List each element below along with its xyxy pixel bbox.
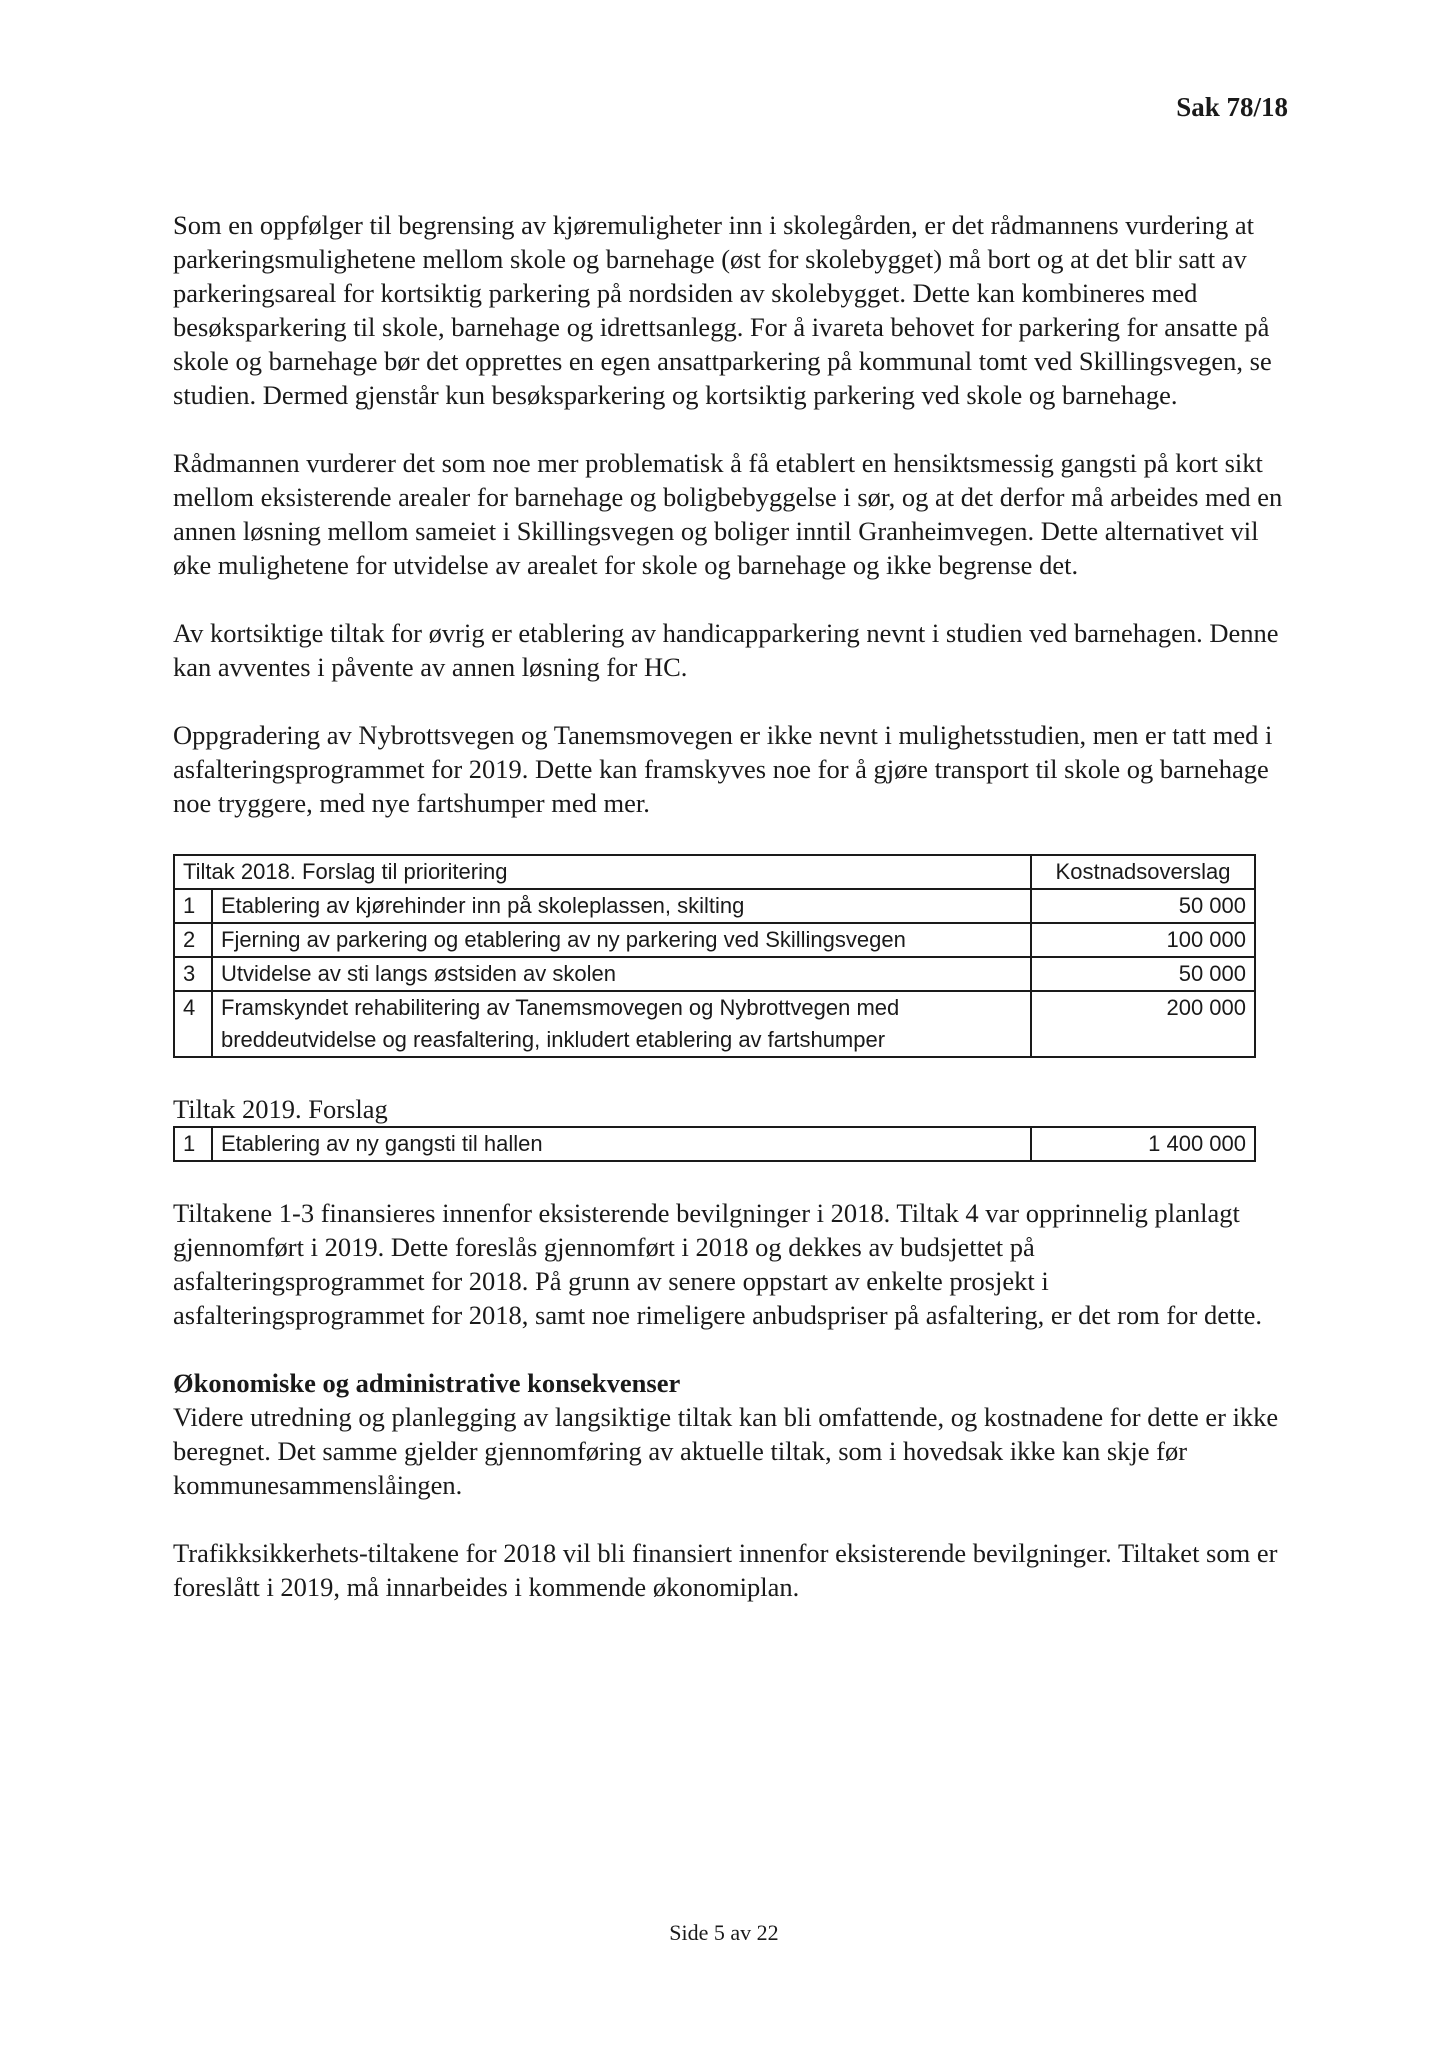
row-cost: 50 000 (1031, 889, 1255, 923)
page-number: Side 5 av 22 (669, 1920, 779, 1945)
row-number: 3 (174, 957, 212, 991)
table-row (174, 991, 1255, 1057)
paragraph-road-upgrade: Oppgradering av Nybrottsvegen og Tanemsmovegen er ikke nevnt i mulighetsstudien, men er tatt med i asfalteringsprogrammet for 2019. Dette kan framskyves noe for å gjøre transport til skole og barnehage noe tryggere, med nye fartshumper med mer. (173, 720, 1273, 818)
measures-2018-table (173, 854, 1256, 1058)
table-2019-title: Tiltak 2019. Forslag (173, 1094, 388, 1124)
row-number: 4 (174, 991, 212, 1057)
table-header-cost: Kostnadsoverslag (1031, 855, 1255, 889)
row-cost: 50 000 (1031, 957, 1255, 991)
paragraph-funding-plan: Trafikksikkerhets-tiltakene for 2018 vil bli finansiert innenfor eksisterende bevilgninger. Tiltaket som er foreslått i 2019, må innarbeides i kommende økonomiplan. (173, 1538, 1278, 1602)
table-row (174, 889, 1255, 923)
row-description: Framskyndet rehabilitering av Tanemsmovegen og Nybrottvegen med breddeutvidelse og reasfaltering, inkludert etablering av fartshumper (212, 991, 1031, 1057)
row-description: Fjerning av parkering og etablering av ny parkering ved Skillingsvegen (212, 923, 1031, 957)
paragraph-parking: Som en oppfølger til begrensing av kjøremuligheter inn i skolegården, er det rådmannens vurdering at parkeringsmulighetene mellom skole og barnehage (øst for skolebygget) må bort og at det blir satt av parkeringsareal for kortsiktig parkering på nordsiden av skolebygget. Dette kan kombineres med besøksparkering til skole, barnehage og idrettsanlegg. For å ivareta behovet for parkering for ansatte på skole og barnehage bør det opprettes en egen ansattparkering på kommunal tomt ved Skillingsvegen, se studien. Dermed gjenstår kun besøksparkering og kortsiktig parkering ved skole og barnehage. (173, 210, 1272, 410)
table-row (174, 923, 1255, 957)
paragraph-consequences: Videre utredning og planlegging av langsiktige tiltak kan bli omfattende, og kostnadene for dette er ikke beregnet. Det samme gjelder gjennomføring av aktuelle tiltak, som i hovedsak ikke kan skje før kommunesammenslåingen. (173, 1402, 1279, 1500)
row-number: 1 (174, 1127, 212, 1161)
table-header-title: Tiltak 2018. Forslag til prioritering (174, 855, 1031, 889)
table-2018-wrapper (173, 854, 1283, 1058)
paragraph-financing: Tiltakene 1-3 finansieres innenfor eksisterende bevilgninger i 2018. Tiltak 4 var opprinnelig planlagt gjennomført i 2019. Dette foreslås gjennomført i 2018 og dekkes av budsjettet på asfalteringsprogrammet for 2018. På grunn av senere oppstart av enkelte prosjekt i asfalteringsprogrammet for 2018, samt noe rimeligere anbudspriser på asfaltering, er det rom for dette. (173, 1198, 1263, 1330)
row-description: Etablering av kjørehinder inn på skoleplassen, skilting (212, 889, 1031, 923)
table-row (174, 1127, 1255, 1161)
paragraph-footpath: Rådmannen vurderer det som noe mer problematisk å få etablert en hensiktsmessig gangsti på kort sikt mellom eksisterende arealer for barnehage og boligbebyggelse i sør, og at det derfor må arbeides med en annen løsning mellom sameiet i Skillingsvegen og boliger inntil Granheimvegen. Dette alternativet vil øke mulighetene for utvidelse av arealet for skole og barnehage og ikke begrense det. (173, 448, 1283, 580)
paragraph-handicap-parking: Av kortsiktige tiltak for øvrig er etablering av handicapparkering nevnt i studien ved barnehagen. Denne kan avventes i påvente av annen løsning for HC. (173, 618, 1279, 682)
section-heading: Økonomiske og administrative konsekvenser (173, 1368, 681, 1398)
row-description: Utvidelse av sti langs østsiden av skolen (212, 957, 1031, 991)
table-header-row (174, 855, 1255, 889)
table-2019-wrapper (173, 1126, 1283, 1162)
row-cost: 100 000 (1031, 923, 1255, 957)
row-cost: 1 400 000 (1031, 1127, 1255, 1161)
row-number: 2 (174, 923, 212, 957)
document-body (173, 208, 1283, 1604)
row-number: 1 (174, 889, 212, 923)
table-row (174, 957, 1255, 991)
case-reference: Sak 78/18 (1176, 92, 1288, 122)
measures-2019-table (173, 1126, 1256, 1162)
row-description: Etablering av ny gangsti til hallen (212, 1127, 1031, 1161)
row-cost: 200 000 (1031, 991, 1255, 1057)
